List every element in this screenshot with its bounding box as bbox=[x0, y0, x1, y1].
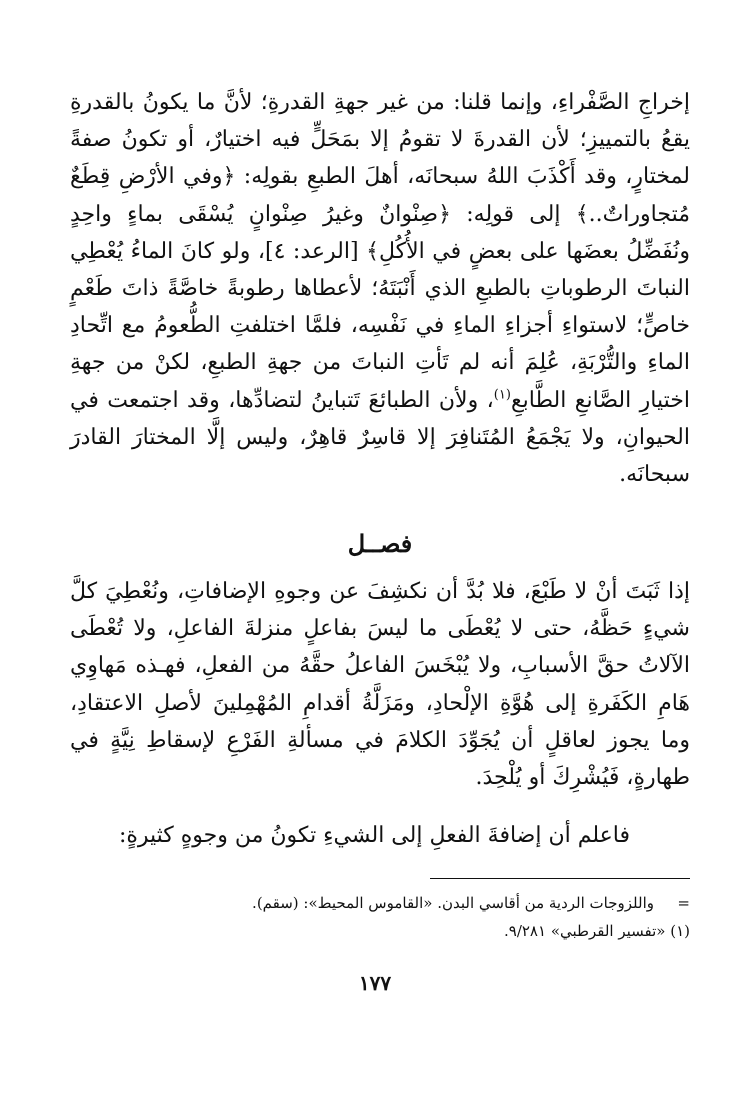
footnote-reference-1: (١) bbox=[493, 387, 511, 403]
paragraph-1-end: ، ولأن الطبائعَ تَتباينُ لتضادِّها، وقد اجتمعت في الحيوانِ، ولا يَجْمَعُ المُتَنافِرَ إلا قاسِرٌ قاهِرٌ، وليس إلَّا المختارَ القادرَ سبحانَه. bbox=[70, 387, 690, 488]
paragraph-1-text: إخراجِ الصَّفْراءِ، وإنما قلنا: من غير جهةِ القدرةِ؛ لأنَّ ما يكونُ بالقدرةِ يقعُ بالتمييزِ؛ لأن القدرةَ لا تقومُ إلا بمَحَلٍّ فيه اختيارٌ، أو تكونُ صفةً لمختارٍ، وقد أَكْذَبَ اللهُ سبحانَه، أهلَ الطبعِ بقولِه: ﴿وفي الأرْضِ قِطَعٌ مُتجاوراتٌ..﴾ إلى قولِه: ﴿صِنْوانٌ وغيرُ صِنْوانٍ يُسْقَى بماءٍ واحِدٍ ونُفَضِّلُ بعضَها على بعضٍ في الأُكُلِ﴾ [الرعد: ٤]، ولو كانَ الماءُ يُعْطِي النباتَ الرطوباتِ بالطبعِ الذي أَنْبَتَهُ؛ لأعطاها رطوبةً خاصَّةً ذاتَ طَعْمٍ خاصٍّ؛ لاستواءِ أجزاءِ الماءِ في نَفْسِه، فلمَّا اختلفتِ الطُّعومُ مع اتِّحادِ الماءِ والتُّرْبَةِ، عُلِمَ أنه لم تَأتِ النباتَ من جهةِ الطبعِ، لكنْ من جهةِ اختيارِ الصَّانعِ الطَّابعِ bbox=[70, 90, 691, 413]
continuation-mark: = bbox=[677, 894, 690, 912]
paragraph-2: إذا ثَبَتَ أنْ لا طَبْعَ، فلا بُدَّ أن نكشِفَ عن وجوهِ الإضافاتِ، ونُعْطِيَ كلَّ شيءٍ حَظَّهُ، حتى لا يُعْطَى ما ليسَ بفاعلٍ منزلةَ الفاعلِ، ولا تُعْطَى الآلاتُ حقَّ الأسبابِ، ولا يُبْخَسَ الفاعلُ حقَّهُ من الفعلِ، فهـذه مَهاوِي هَامِ الكَفَرةِ إلى هُوَّةِ الإلْحادِ، ومَزَلَّةُ أقدامِ المُهْمِلينَ لأصلِ الاعتقادِ، وما يجوز لعاقلٍ أن يُجَوِّدَ الكلامَ في مسألةِ الفَرْعِ لإسقاطِ نِيَّةٍ في طهارةٍ، فَيُشْرِكَ أو يُلْحِدَ. bbox=[70, 579, 690, 791]
footnote-continuation bbox=[70, 889, 690, 917]
footnotes-block bbox=[70, 889, 690, 945]
paragraph-1 bbox=[70, 84, 690, 493]
page-number: ١٧٧ bbox=[358, 971, 392, 995]
continuation-text: واللزوجات الردية من أقاسي البدن. «القاموس المحيط»: (سقم). bbox=[252, 894, 654, 912]
main-text-block bbox=[70, 84, 690, 493]
footnote-1: (١) «تفسير القرطبي» ٩/٢٨١. bbox=[503, 922, 690, 940]
section-title: فصــل bbox=[347, 529, 413, 558]
second-text-block bbox=[70, 573, 690, 796]
footnote-separator bbox=[430, 878, 690, 879]
closing-line: فاعلم أن إضافةَ الفعلِ إلى الشيءِ تكونُ من وجوهٍ كثيرةٍ: bbox=[118, 823, 630, 848]
